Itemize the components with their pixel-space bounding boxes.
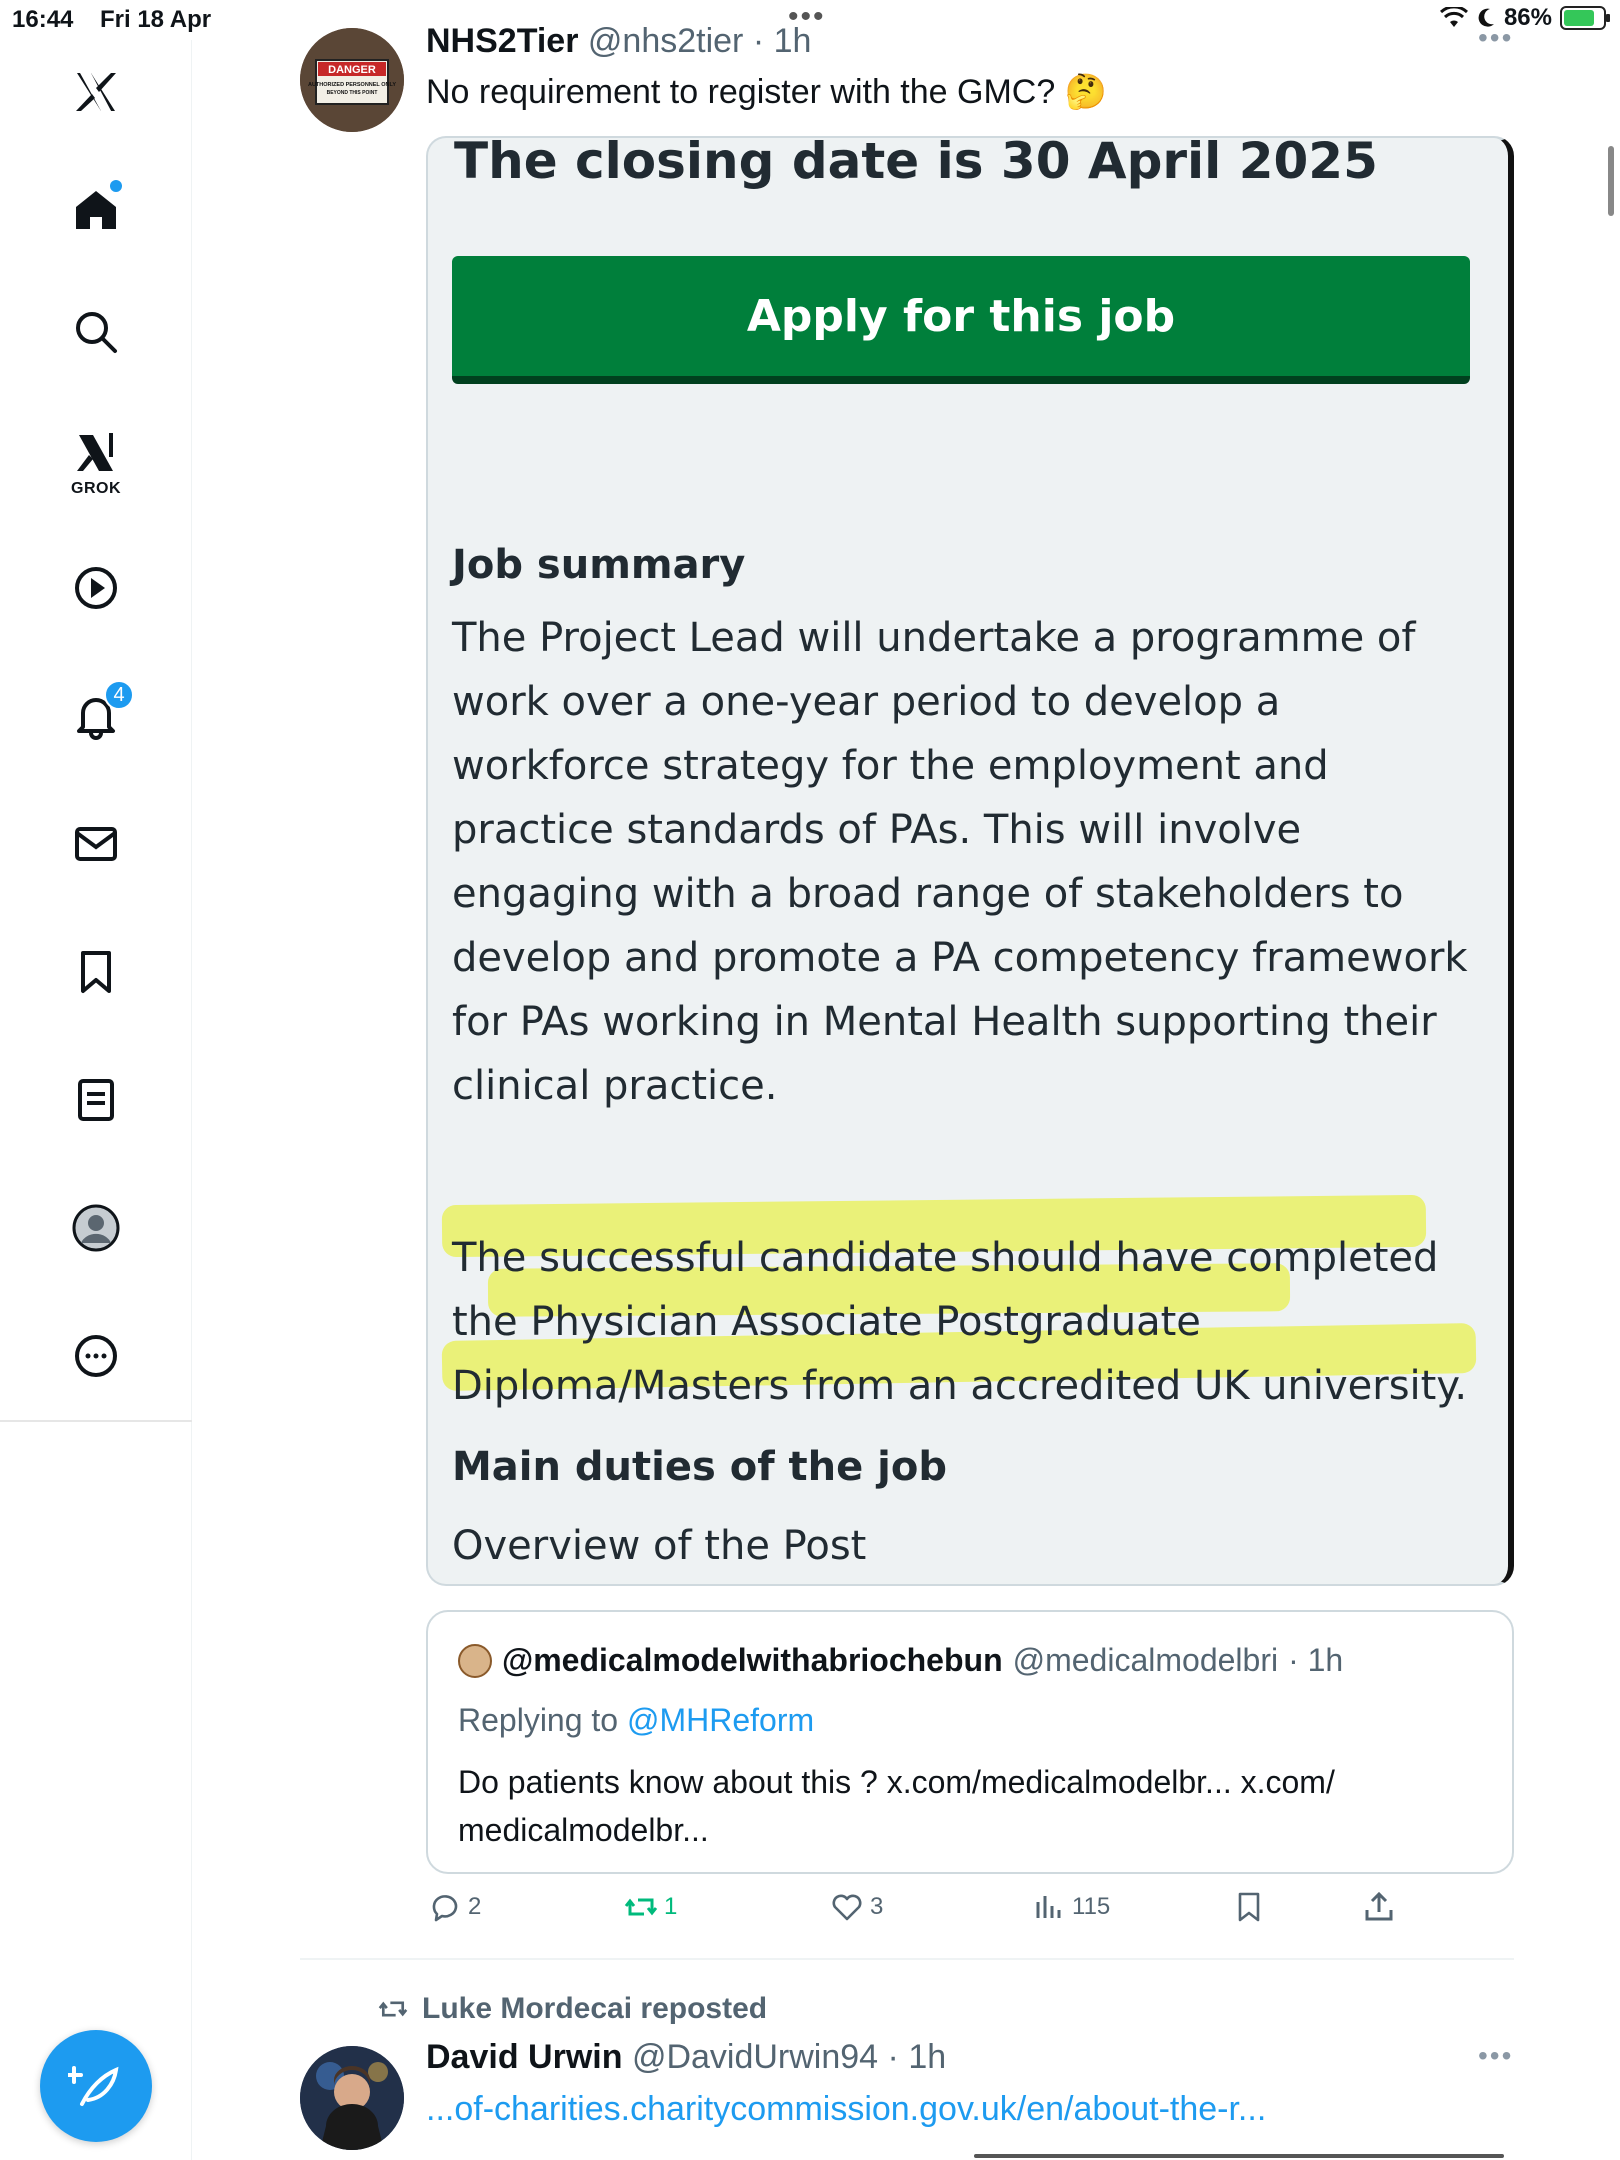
- reposted-by-line[interactable]: [376, 1992, 767, 2026]
- summary-line: engaging with a broad range of stakeholders to: [452, 871, 1404, 917]
- replying-to-line: [458, 1702, 814, 1739]
- tweet-header: [426, 22, 811, 61]
- highlight-line: Diploma/Masters from an accredited UK university.: [452, 1363, 1468, 1409]
- reply-button[interactable]: [428, 1890, 481, 1924]
- views-button[interactable]: [1032, 1890, 1110, 1924]
- job-summary-heading: Job summary: [452, 542, 746, 588]
- compose-feather-icon: [68, 2058, 124, 2114]
- tweet-divider: [300, 1958, 1514, 1960]
- tweet-media-image[interactable]: [426, 136, 1514, 1586]
- status-indicators: [1440, 4, 1606, 32]
- status-time: 16:44: [12, 6, 74, 33]
- home-icon[interactable]: [64, 178, 128, 242]
- views-chart-icon: [1032, 1890, 1066, 1924]
- bookmark-icon: [1232, 1890, 1266, 1924]
- quoted-author-handle[interactable]: @medicalmodelbri: [1012, 1642, 1279, 1678]
- tweet-more-icon[interactable]: •••: [1478, 22, 1514, 53]
- compose-post-button[interactable]: [40, 2030, 152, 2142]
- post-time[interactable]: · 1h: [752, 22, 812, 60]
- sidebar-divider: [0, 1420, 192, 1422]
- quoted-tweet[interactable]: [426, 1610, 1514, 1874]
- replying-to-prefix: Replying to: [458, 1702, 619, 1738]
- author-handle[interactable]: @nhs2tier: [587, 22, 744, 60]
- reply-icon: [428, 1890, 462, 1924]
- quoted-post-time: · 1h: [1288, 1642, 1344, 1678]
- battery-percent: 86%: [1503, 4, 1552, 31]
- repost-indicator-icon: [376, 1994, 410, 2024]
- quoted-tweet-text: Do patients know about this ? x.com/medicalmodelbr... x.com/ medicalmodelbr...: [458, 1764, 1335, 1848]
- x-logo-icon[interactable]: [64, 60, 128, 124]
- summary-line: work over a one-year period to develop a: [452, 679, 1281, 725]
- highlight-line: The successful candidate should have completed: [452, 1235, 1439, 1281]
- views-count: 115: [1072, 1893, 1111, 1920]
- repost-count: 1: [664, 1893, 678, 1920]
- highlight-line: the Physician Associate Postgraduate: [452, 1299, 1201, 1345]
- multitasking-dots-icon[interactable]: •••: [788, 0, 826, 33]
- video-icon[interactable]: [64, 556, 128, 620]
- tweet2-header: [426, 2038, 946, 2077]
- share-icon: [1362, 1890, 1396, 1924]
- summary-line: practice standards of PAs. This will involve: [452, 807, 1302, 853]
- david-urwin-avatar[interactable]: [300, 2046, 404, 2150]
- post-time[interactable]: · 1h: [887, 2038, 947, 2076]
- lists-icon[interactable]: [64, 1068, 128, 1132]
- quoted-author-avatar[interactable]: [458, 1644, 492, 1678]
- notifications-bell-icon[interactable]: [64, 684, 128, 748]
- status-date: Fri 18 Apr: [100, 6, 212, 33]
- reposted-by-text: Luke Mordecai reposted: [422, 1992, 768, 2025]
- like-count: 3: [870, 1893, 884, 1920]
- like-button[interactable]: [830, 1890, 883, 1924]
- author-name[interactable]: David Urwin: [426, 2038, 623, 2076]
- job-summary-text: [452, 606, 1492, 1118]
- svg-text:BEYOND THIS POINT: BEYOND THIS POINT: [326, 90, 378, 96]
- share-button[interactable]: [1362, 1890, 1396, 1924]
- repost-button[interactable]: [624, 1890, 677, 1924]
- tweet-action-bar: [428, 1890, 1428, 1940]
- heart-icon: [830, 1890, 864, 1924]
- scrollbar[interactable]: [1608, 146, 1614, 216]
- summary-line: workforce strategy for the employment and: [452, 743, 1329, 789]
- profile-icon[interactable]: [64, 1196, 128, 1260]
- author-handle[interactable]: @DavidUrwin94: [631, 2038, 879, 2076]
- summary-line: for PAs working in Mental Health supporting their: [452, 999, 1437, 1045]
- highlighted-requirement-text: [452, 1226, 1492, 1418]
- closing-date-heading: The closing date is 30 April 2025: [454, 136, 1378, 190]
- bookmark-button[interactable]: [1232, 1890, 1266, 1924]
- main-duties-heading: Main duties of the job: [452, 1444, 947, 1490]
- svg-text:DANGER: DANGER: [328, 64, 376, 76]
- tweet2-more-icon[interactable]: •••: [1478, 2040, 1514, 2071]
- repost-icon: [624, 1890, 658, 1924]
- card-edge: [974, 2154, 1504, 2158]
- summary-line: The Project Lead will undertake a programme of: [452, 615, 1416, 661]
- quoted-tweet-header: [458, 1642, 1343, 1679]
- reply-count: 2: [468, 1893, 482, 1920]
- replying-to-link[interactable]: @MHReform: [626, 1702, 815, 1738]
- overview-text: Overview of the Post: [452, 1523, 867, 1569]
- more-options-icon[interactable]: [64, 1324, 128, 1388]
- bookmark-icon[interactable]: [64, 940, 128, 1004]
- author-name[interactable]: NHS2Tier: [426, 22, 579, 60]
- grok-label: GROK: [71, 480, 121, 497]
- wifi-icon: [1440, 7, 1468, 29]
- nhs2tier-avatar[interactable]: [300, 28, 404, 132]
- messages-envelope-icon[interactable]: [64, 812, 128, 876]
- tweet-text: No requirement to register with the GMC? 🤔: [426, 73, 1108, 111]
- apply-for-job-button: Apply for this job: [452, 256, 1470, 384]
- battery-icon: [1560, 6, 1606, 30]
- summary-line: develop and promote a PA competency framework: [452, 935, 1468, 981]
- sidebar: [0, 40, 192, 2160]
- notification-count-badge: 4: [104, 680, 134, 710]
- grok-icon[interactable]: [64, 420, 128, 497]
- svg-text:AUTHORIZED PERSONNEL ONLY: AUTHORIZED PERSONNEL ONLY: [307, 82, 397, 88]
- home-unread-dot: [110, 180, 122, 192]
- summary-line: clinical practice.: [452, 1063, 778, 1109]
- tweet2-link[interactable]: ...of-charities.charitycommission.gov.uk/en/about-the-r...: [426, 2090, 1267, 2128]
- quoted-author-name[interactable]: @medicalmodelwithabriochebun: [502, 1642, 1003, 1678]
- search-icon[interactable]: [64, 300, 128, 364]
